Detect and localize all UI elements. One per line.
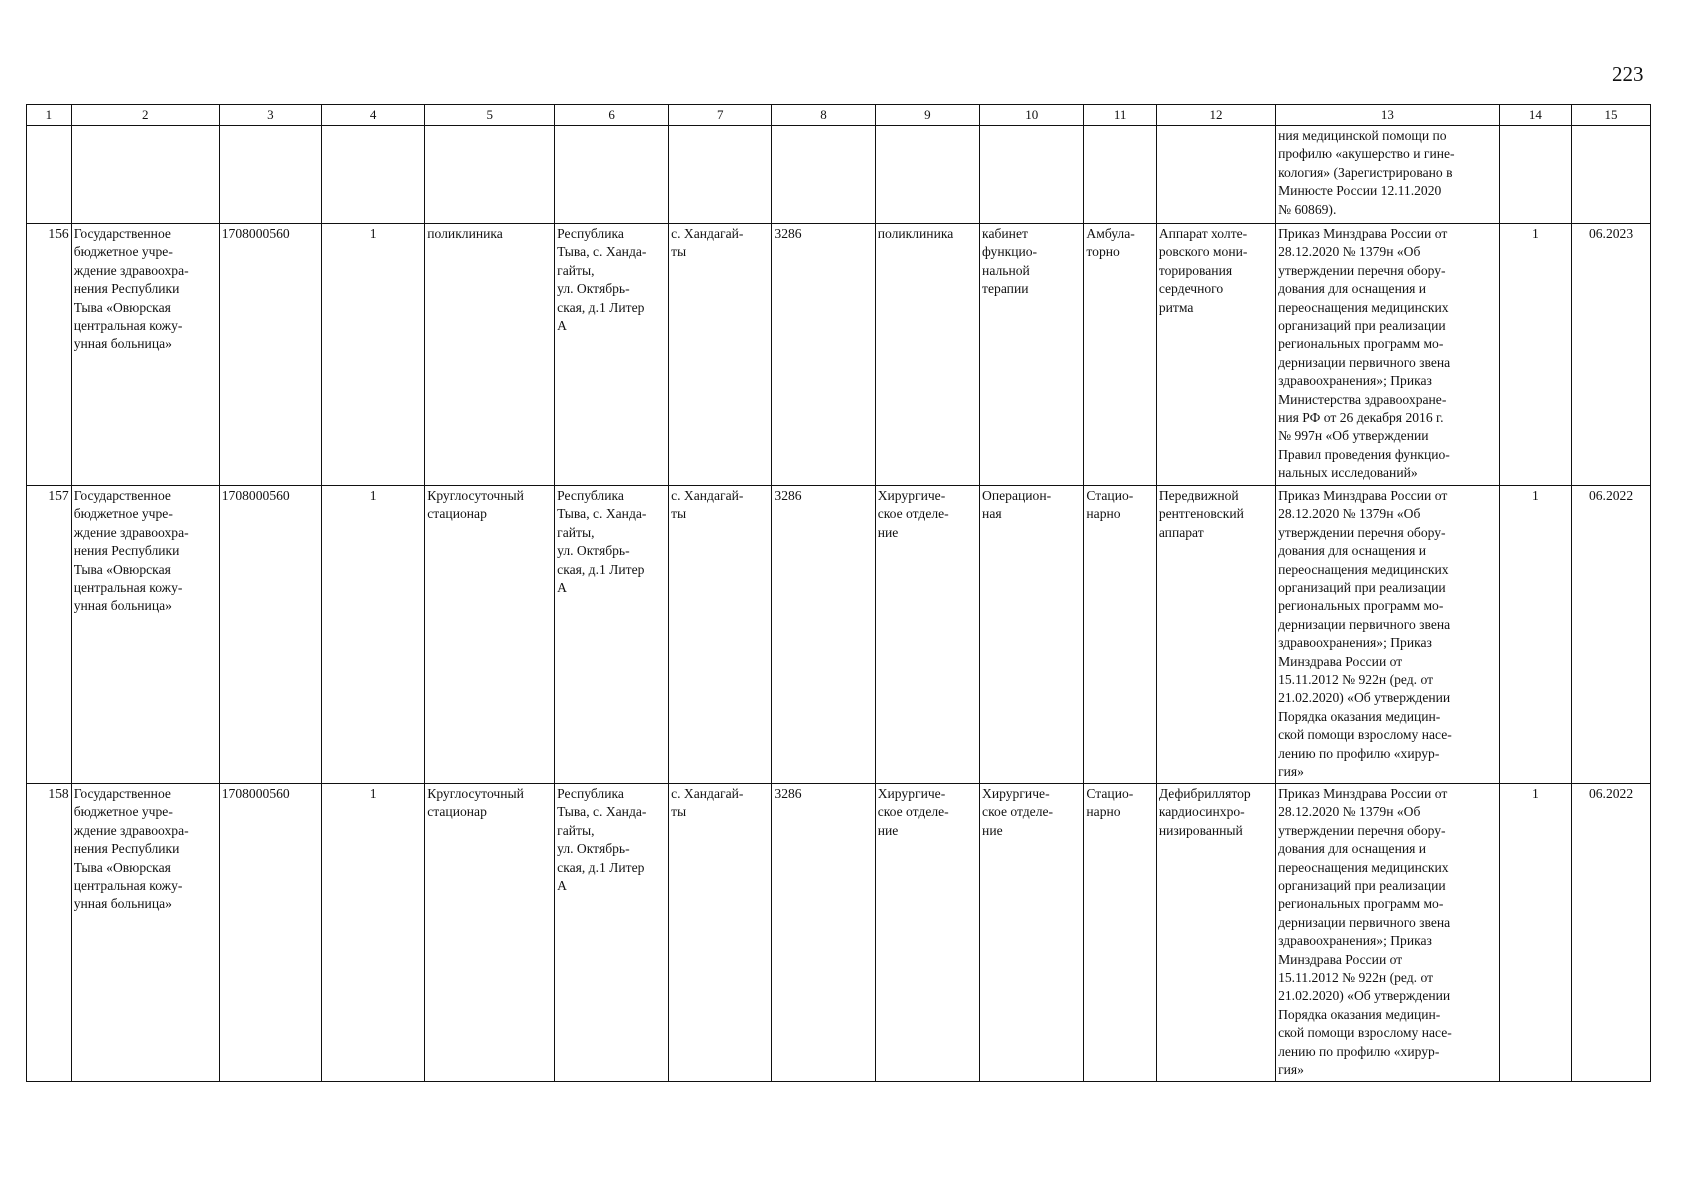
organization-name: Государственное бюджетное учре- ждение здравоохра- нения Республики Тыва «Овюрская центральная кожу- унная больница» (73, 488, 189, 614)
legal-basis: Приказ Минздрава России от 28.12.2020 № 1379н «Об утверждении перечня обору- дования для оснащения и переоснащения медицинских организаций при реализации региональных программ мо- дернизации первичного звена здравоохранения»; Приказ Министерства здравоохране- ния РФ от 26 декабря 2016 г. № 997н «Об утверждении Правил проведения функцио- нальных исследований» (1278, 226, 1451, 481)
code-value: 3286 (774, 786, 802, 801)
equipment-table (26, 104, 1651, 1082)
inn-value: 1708000560 (221, 786, 290, 801)
row-number: 158 (48, 786, 69, 801)
column-header: 9 (875, 105, 979, 126)
column-number-header (27, 105, 1651, 126)
unit-type: Круглосуточный стационар (427, 488, 524, 522)
division: поликлиника (877, 226, 954, 241)
due-date: 06.2022 (1588, 488, 1634, 503)
unit-type: Круглосуточный стационар (427, 786, 524, 820)
due-date: 06.2022 (1588, 786, 1634, 801)
column-header: 14 (1499, 105, 1571, 126)
column-header: 8 (772, 105, 875, 126)
address: Республика Тыва, с. Ханда- гайты, ул. Октябрь- ская, д.1 Литер А (557, 488, 647, 596)
room: Операцион- ная (982, 488, 1052, 522)
table-row (27, 784, 1651, 1082)
room: Хирургиче- ское отделе- ние (982, 786, 1054, 838)
equipment-name: Аппарат холте- ровского мони- торирования сердечного ритма (1158, 226, 1248, 315)
column-4-value: 1 (369, 226, 377, 241)
order-text-continued: ния медицинской помощи по профилю «акушерство и гине- кология» (Зарегистрировано в Минюсте России 12.11.2020 № 60869). (1278, 128, 1455, 217)
column-4-value: 1 (369, 786, 377, 801)
continuation-row (27, 126, 1651, 224)
column-header: 12 (1156, 105, 1275, 126)
care-mode: Стацио- нарно (1086, 786, 1134, 820)
organization-name: Государственное бюджетное учре- ждение здравоохра- нения Республики Тыва «Овюрская центральная кожу- унная больница» (73, 226, 189, 352)
column-header: 6 (555, 105, 669, 126)
column-header: 4 (321, 105, 424, 126)
inn-value: 1708000560 (221, 226, 290, 241)
division: Хирургиче- ское отделе- ние (877, 488, 949, 540)
table-row (27, 486, 1651, 784)
column-header: 13 (1276, 105, 1500, 126)
unit-type: поликлиника (427, 226, 503, 241)
locality: с. Хандагай- ты (671, 488, 744, 522)
address: Республика Тыва, с. Ханда- гайты, ул. Октябрь- ская, д.1 Литер А (557, 786, 647, 894)
legal-basis: Приказ Минздрава России от 28.12.2020 № 1379н «Об утверждении перечня обору- дования для оснащения и переоснащения медицинских организаций при реализации региональных программ мо- дернизации первичного звена здравоохранения»; Приказ Минздрава России от 15.11.2012 № 922н (ред. от 21.02.2020) «Об утверждении Порядка оказания медицин- ской помощи взрослому насе- лению по профилю «хирур- гия» (1278, 786, 1452, 1078)
care-mode: Стацио- нарно (1086, 488, 1134, 522)
column-header: 7 (669, 105, 772, 126)
column-header: 2 (71, 105, 219, 126)
code-value: 3286 (774, 488, 802, 503)
care-mode: Амбула- торно (1086, 226, 1135, 260)
locality: с. Хандагай- ты (671, 226, 744, 260)
column-header: 3 (219, 105, 321, 126)
column-header: 5 (425, 105, 555, 126)
row-number: 156 (48, 226, 69, 241)
column-header: 1 (27, 105, 72, 126)
due-date: 06.2023 (1588, 226, 1634, 241)
column-header: 15 (1572, 105, 1651, 126)
code-value: 3286 (774, 226, 802, 241)
quantity: 1 (1532, 488, 1539, 503)
equipment-name: Дефибриллятор кардиосинхро- низированный (1158, 786, 1251, 838)
inn-value: 1708000560 (221, 488, 290, 503)
quantity: 1 (1532, 226, 1539, 241)
row-number: 157 (48, 488, 69, 503)
locality: с. Хандагай- ты (671, 786, 744, 820)
page-number: 223 (1612, 62, 1644, 86)
column-4-value: 1 (369, 488, 377, 503)
quantity: 1 (1532, 786, 1539, 801)
room: кабинет функцио- нальной терапии (982, 226, 1038, 297)
column-header: 11 (1084, 105, 1156, 126)
address: Республика Тыва, с. Ханда- гайты, ул. Октябрь- ская, д.1 Литер А (557, 226, 647, 334)
organization-name: Государственное бюджетное учре- ждение здравоохра- нения Республики Тыва «Овюрская центральная кожу- унная больница» (73, 786, 189, 912)
legal-basis: Приказ Минздрава России от 28.12.2020 № 1379н «Об утверждении перечня обору- дования для оснащения и переоснащения медицинских организаций при реализации региональных программ мо- дернизации первичного звена здравоохранения»; Приказ Минздрава России от 15.11.2012 № 922н (ред. от 21.02.2020) «Об утверждении Порядка оказания медицин- ской помощи взрослому насе- лению по профилю «хирур- гия» (1278, 488, 1452, 780)
column-header: 10 (980, 105, 1084, 126)
division: Хирургиче- ское отделе- ние (877, 786, 949, 838)
equipment-name: Передвижной рентгеновский аппарат (1158, 488, 1244, 540)
table-row (27, 224, 1651, 486)
